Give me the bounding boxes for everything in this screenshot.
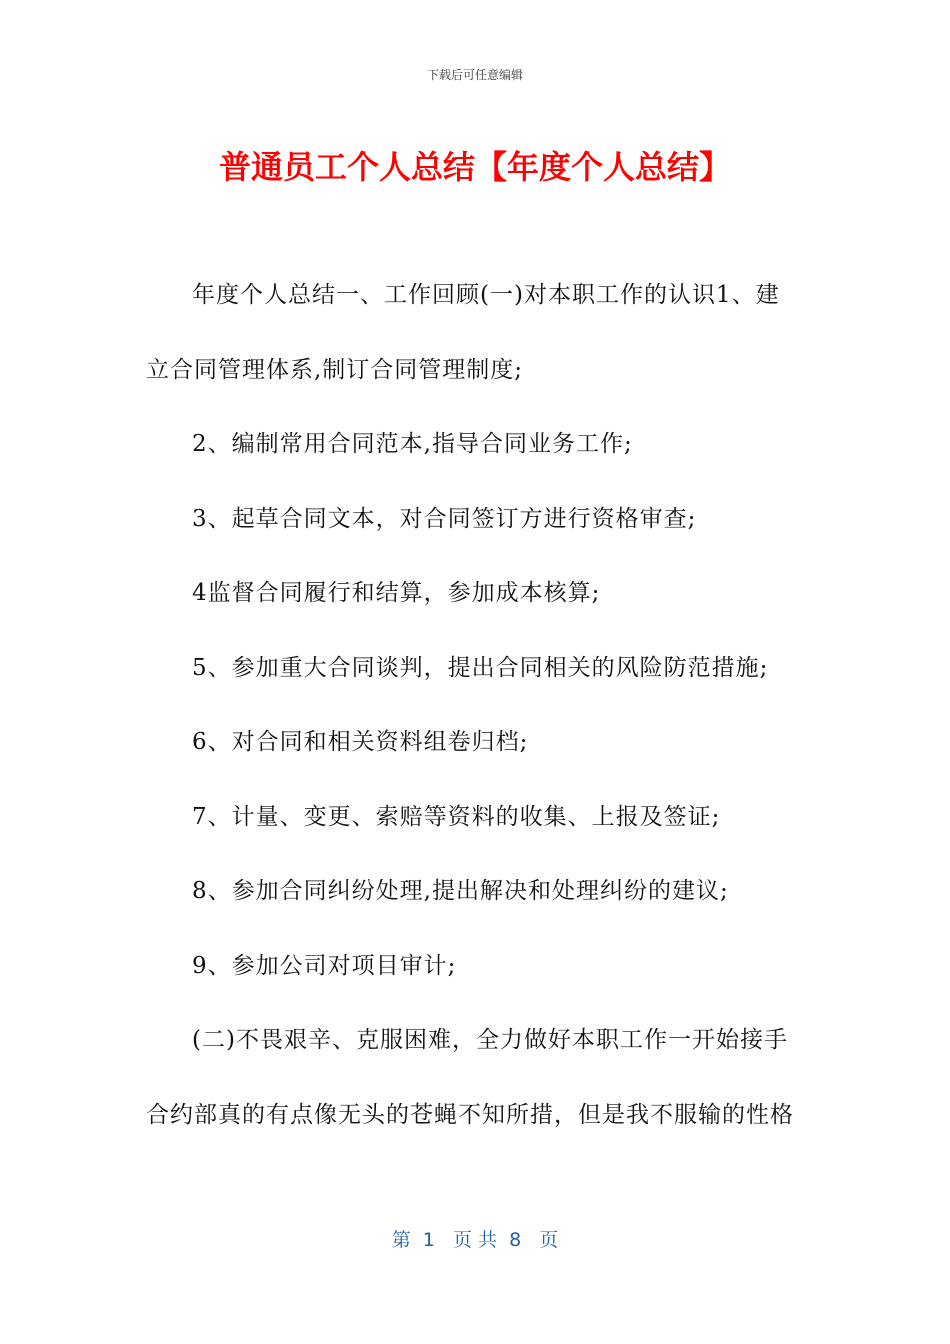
header-note: 下载后可任意编辑 bbox=[426, 68, 523, 82]
paragraph: (二)不畏艰辛、克服困难，全力做好本职工作一开始接手合约部真的有点像无头的苍蝇不知所措，但是我不服输的性格 bbox=[146, 1027, 794, 1128]
document-title: 普通员工个人总结【年度个人总结】 bbox=[218, 148, 731, 186]
page-footer: 第 1 页 共 8 页 bbox=[391, 1229, 559, 1251]
paragraph: 2、编制常用合同范本,指导合同业务工作; bbox=[192, 431, 633, 457]
paragraph: 3、起草合同文本，对合同签订方进行资格审查; bbox=[192, 505, 697, 532]
paragraph: 9、参加公司对项目审计; bbox=[192, 952, 457, 979]
document-body bbox=[146, 258, 796, 1152]
paragraph: 8、参加合同纠纷处理,提出解决和处理纠纷的建议; bbox=[192, 878, 729, 904]
paragraph: 6、对合同和相关资料组卷归档; bbox=[192, 729, 529, 755]
paragraph: 年度个人总结一、工作回顾(一)对本职工作的认识1、建立合同管理体系,制订合同管理制度; bbox=[146, 282, 780, 383]
paragraph: 5、参加重大合同谈判，提出合同相关的风险防范措施; bbox=[192, 654, 769, 681]
paragraph: 7、计量、变更、索赔等资料的收集、上报及签证; bbox=[192, 803, 721, 830]
paragraph: 4监督合同履行和结算，参加成本核算; bbox=[192, 580, 601, 606]
